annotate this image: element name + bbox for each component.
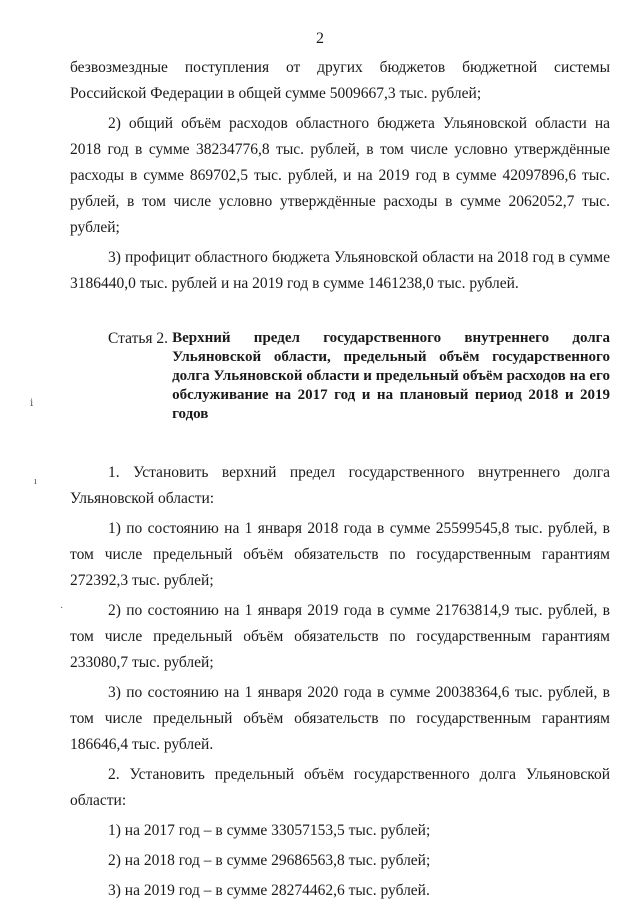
paragraph-debt-limit-intro: 1. Установить верхний предел государственного внутреннего долга Ульяновской области: [70,464,610,507]
scan-mark: ı [34,476,37,487]
article-label: Статья 2. [108,330,169,347]
scan-mark: ⅰ [30,398,34,409]
paragraph-debt-2019: 2) по состоянию на 1 января 2019 года в сумме 21763814,9 тыс. рублей, в том числе предельный объём обязательств по государственным гарантиям 233080,7 тыс. рублей; [70,602,610,671]
paragraph-debt-2018: 1) по состоянию на 1 января 2018 года в сумме 25599545,8 тыс. рублей, в том числе предельный объём обязательств по государственным гарантиям 272392,3 тыс. рублей; [70,520,610,589]
paragraph-transfers: безвозмездные поступления от других бюджетов бюджетной системы Российской Федерации в общей сумме 5009667,3 тыс. рублей; [70,59,610,102]
list-item: 2) на 2018 год – в сумме 29686563,8 тыс. рублей; [108,852,431,869]
document-body [70,55,610,908]
paragraph-surplus: 3) профицит областного бюджета Ульяновской области на 2018 год в сумме 3186440,0 тыс. рублей и на 2019 год в сумме 1461238,0 тыс. рублей. [70,249,610,292]
scan-mark: · [60,603,64,614]
paragraph-max-debt-intro: 2. Установить предельный объём государственного долга Ульяновской области: [70,766,610,809]
article-heading [70,329,610,424]
list-item: 3) на 2019 год – в сумме 28274462,6 тыс. рублей. [108,882,430,899]
paragraph-expenses: 2) общий объём расходов областного бюджета Ульяновской области на 2018 год в сумме 38234776,8 тыс. рублей, в том числе условно утверждённые расходы в сумме 869702,5 тыс. рублей, и на 2019 год в сумме 42097896,6 тыс. рублей, в том числе условно утверждённые расходы в сумме 2062052,7 тыс. рублей; [70,115,610,236]
paragraph-debt-2020: 3) по состоянию на 1 января 2020 года в сумме 20038364,6 тыс. рублей, в том числе предельный объём обязательств по государственным гарантиям 186646,4 тыс. рублей. [70,684,610,753]
list-item: 1) на 2017 год – в сумме 33057153,5 тыс. рублей; [108,822,431,839]
article-title: Верхний предел государственного внутреннего долга Ульяновской области, предельный объём государственного долга Ульяновской области и предельный объём расходов на его обслуживание на 2017 год и на плановый период 2018 и 2019 годов [172,330,610,422]
page-number: 2 [316,30,324,47]
